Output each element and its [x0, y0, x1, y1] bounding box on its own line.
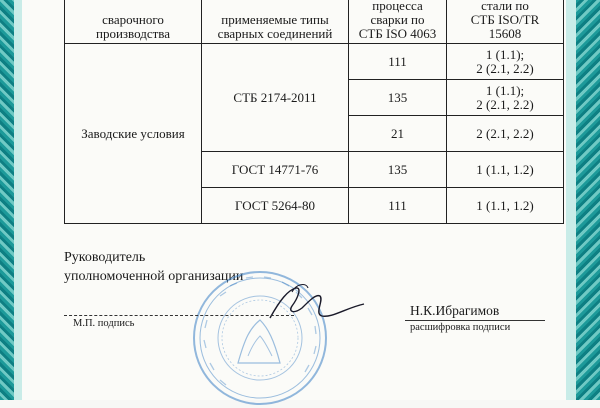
standard-cell: ГОСТ 5264-80 — [202, 188, 349, 224]
standard-cell: СТБ 2174-2011 — [202, 44, 349, 152]
process-cell: 135 — [349, 80, 447, 116]
table-row — [65, 44, 564, 80]
signature-line — [64, 315, 294, 316]
signatory-title-line2: уполномоченной организации — [64, 269, 244, 284]
steel-cell: 2 (2.1, 2.2) — [447, 116, 564, 152]
standard-cell: ГОСТ 14771-76 — [202, 152, 349, 188]
header-production: сварочного производства — [65, 0, 202, 44]
stamp-signature-caption: М.П. подпись — [73, 318, 135, 329]
decorative-border-left — [0, 0, 14, 400]
steel-cell: 1 (1.1, 1.2) — [447, 188, 564, 224]
welding-table — [64, 0, 564, 224]
process-cell: 135 — [349, 152, 447, 188]
process-cell: 21 — [349, 116, 447, 152]
steel-cell: 1 (1.1); 2 (2.1, 2.2) — [447, 44, 564, 80]
steel-cell: 1 (1.1); 2 (2.1, 2.2) — [447, 80, 564, 116]
name-underline — [405, 320, 545, 321]
group-label-cell: Заводские условия — [65, 44, 202, 224]
process-cell: 111 — [349, 44, 447, 80]
name-decode-caption: расшифровка подписи — [410, 322, 511, 333]
handwritten-signature-icon — [262, 278, 372, 328]
steel-cell: 1 (1.1, 1.2) — [447, 152, 564, 188]
header-steel-group: стали по СТБ ISO/TR 15608 — [447, 0, 564, 44]
decorative-border-right — [576, 0, 600, 400]
signatory-name: Н.К.Ибрагимов — [410, 303, 500, 318]
signatory-title-line1: Руководитель — [64, 250, 146, 265]
table-header-row — [65, 0, 564, 44]
process-cell: 111 — [349, 188, 447, 224]
header-process: процесса сварки по СТБ ISO 4063 — [349, 0, 447, 44]
header-joint-types: применяемые типы сварных соединений — [202, 0, 349, 44]
